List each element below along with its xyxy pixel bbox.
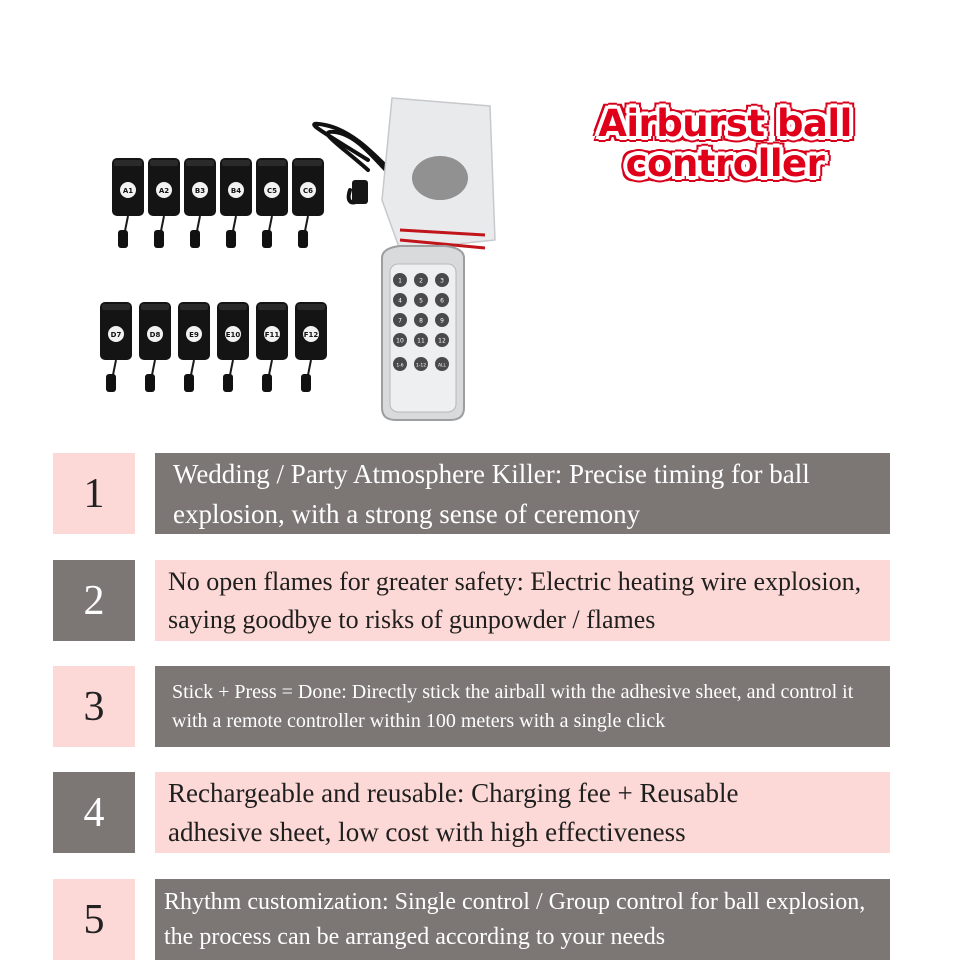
receiver-label: D8 (149, 331, 161, 339)
remote-button-label: 11 (417, 337, 425, 345)
receiver-module-e9 (178, 302, 210, 392)
feature-number-3: 3 (53, 666, 135, 747)
bag-coil (412, 156, 468, 200)
receiver-module-e10 (217, 302, 249, 392)
receivers-row-1 (112, 158, 324, 248)
receiver-label: C5 (266, 187, 278, 195)
title-line-1: Airburst ball (598, 102, 852, 145)
receiver-label: A2 (158, 187, 170, 195)
receiver-module-a1 (112, 158, 144, 248)
receiver-module-b4 (220, 158, 252, 248)
receivers-row-2 (100, 302, 327, 392)
feature-number-5: 5 (53, 879, 135, 960)
remote-button-label: 5 (419, 297, 423, 305)
remote-button-6 (435, 293, 449, 307)
remote-control (382, 246, 464, 420)
title-badge (583, 104, 867, 184)
remote-button-1-6 (393, 357, 407, 371)
remote-button-label: 12 (438, 337, 446, 345)
remote-button-label: 2 (419, 277, 423, 285)
receiver-module-d8 (139, 302, 171, 392)
receiver-label: F12 (303, 331, 319, 339)
remote-button-label: 9 (440, 317, 444, 325)
receiver-module-c5 (256, 158, 288, 248)
feature-text-1: Wedding / Party Atmosphere Killer: Precise timing for ball explosion, with a strong sense of ceremony (155, 453, 890, 534)
connector (352, 180, 368, 204)
remote-button-7 (393, 313, 407, 327)
remote-button-1-12 (414, 357, 428, 371)
receiver-label: A1 (122, 187, 134, 195)
feature-number-2: 2 (53, 560, 135, 641)
receiver-label: E9 (189, 331, 199, 339)
remote-button-label: 1 (398, 277, 402, 285)
receiver-label: C6 (302, 187, 314, 195)
receiver-module-b3 (184, 158, 216, 248)
feature-number-4: 4 (53, 772, 135, 853)
remote-button-label: 6 (440, 297, 444, 305)
receiver-module-c6 (292, 158, 324, 248)
receiver-label: F11 (264, 331, 280, 339)
remote-button-all (435, 357, 449, 371)
remote-button-5 (414, 293, 428, 307)
receiver-module-a2 (148, 158, 180, 248)
remote-button-label: ALL (437, 363, 447, 369)
feature-text-2: No open flames for greater safety: Electric heating wire explosion, saying goodbye to risks of gunpowder / flames (155, 560, 890, 641)
remote-button-10 (393, 333, 407, 347)
remote-button-3 (435, 273, 449, 287)
receiver-module-f11 (256, 302, 288, 392)
remote-button-label: 1-12 (415, 363, 427, 369)
receiver-label: D7 (110, 331, 122, 339)
remote-button-4 (393, 293, 407, 307)
remote-button-label: 10 (396, 337, 404, 345)
remote-button-2 (414, 273, 428, 287)
remote-button-8 (414, 313, 428, 327)
feature-text-4: Rechargeable and reusable: Charging fee + Reusable adhesive sheet, low cost with high effectiveness (155, 772, 890, 853)
receiver-module-f12 (295, 302, 327, 392)
receiver-module-d7 (100, 302, 132, 392)
remote-button-label: 7 (398, 317, 402, 325)
remote-button-11 (414, 333, 428, 347)
receiver-label: B4 (230, 187, 242, 195)
product-photo (100, 90, 520, 435)
receiver-label: B3 (194, 187, 206, 195)
remote-button-12 (435, 333, 449, 347)
remote-button-label: 4 (398, 297, 402, 305)
remote-button-1 (393, 273, 407, 287)
remote-button-label: 8 (419, 317, 423, 325)
remote-button-label: 3 (440, 277, 444, 285)
feature-text-3: Stick + Press = Done: Directly stick the airball with the adhesive sheet, and control it with a remote controller within 100 meters with a single click (155, 666, 890, 747)
remote-button-9 (435, 313, 449, 327)
title-line-2: controller (625, 142, 825, 185)
receiver-label: E10 (225, 331, 241, 339)
remote-button-label: 1-6 (396, 363, 404, 369)
feature-number-1: 1 (53, 453, 135, 534)
feature-text-5: Rhythm customization: Single control / Group control for ball explosion, the process can be arranged according to your needs (155, 879, 890, 960)
